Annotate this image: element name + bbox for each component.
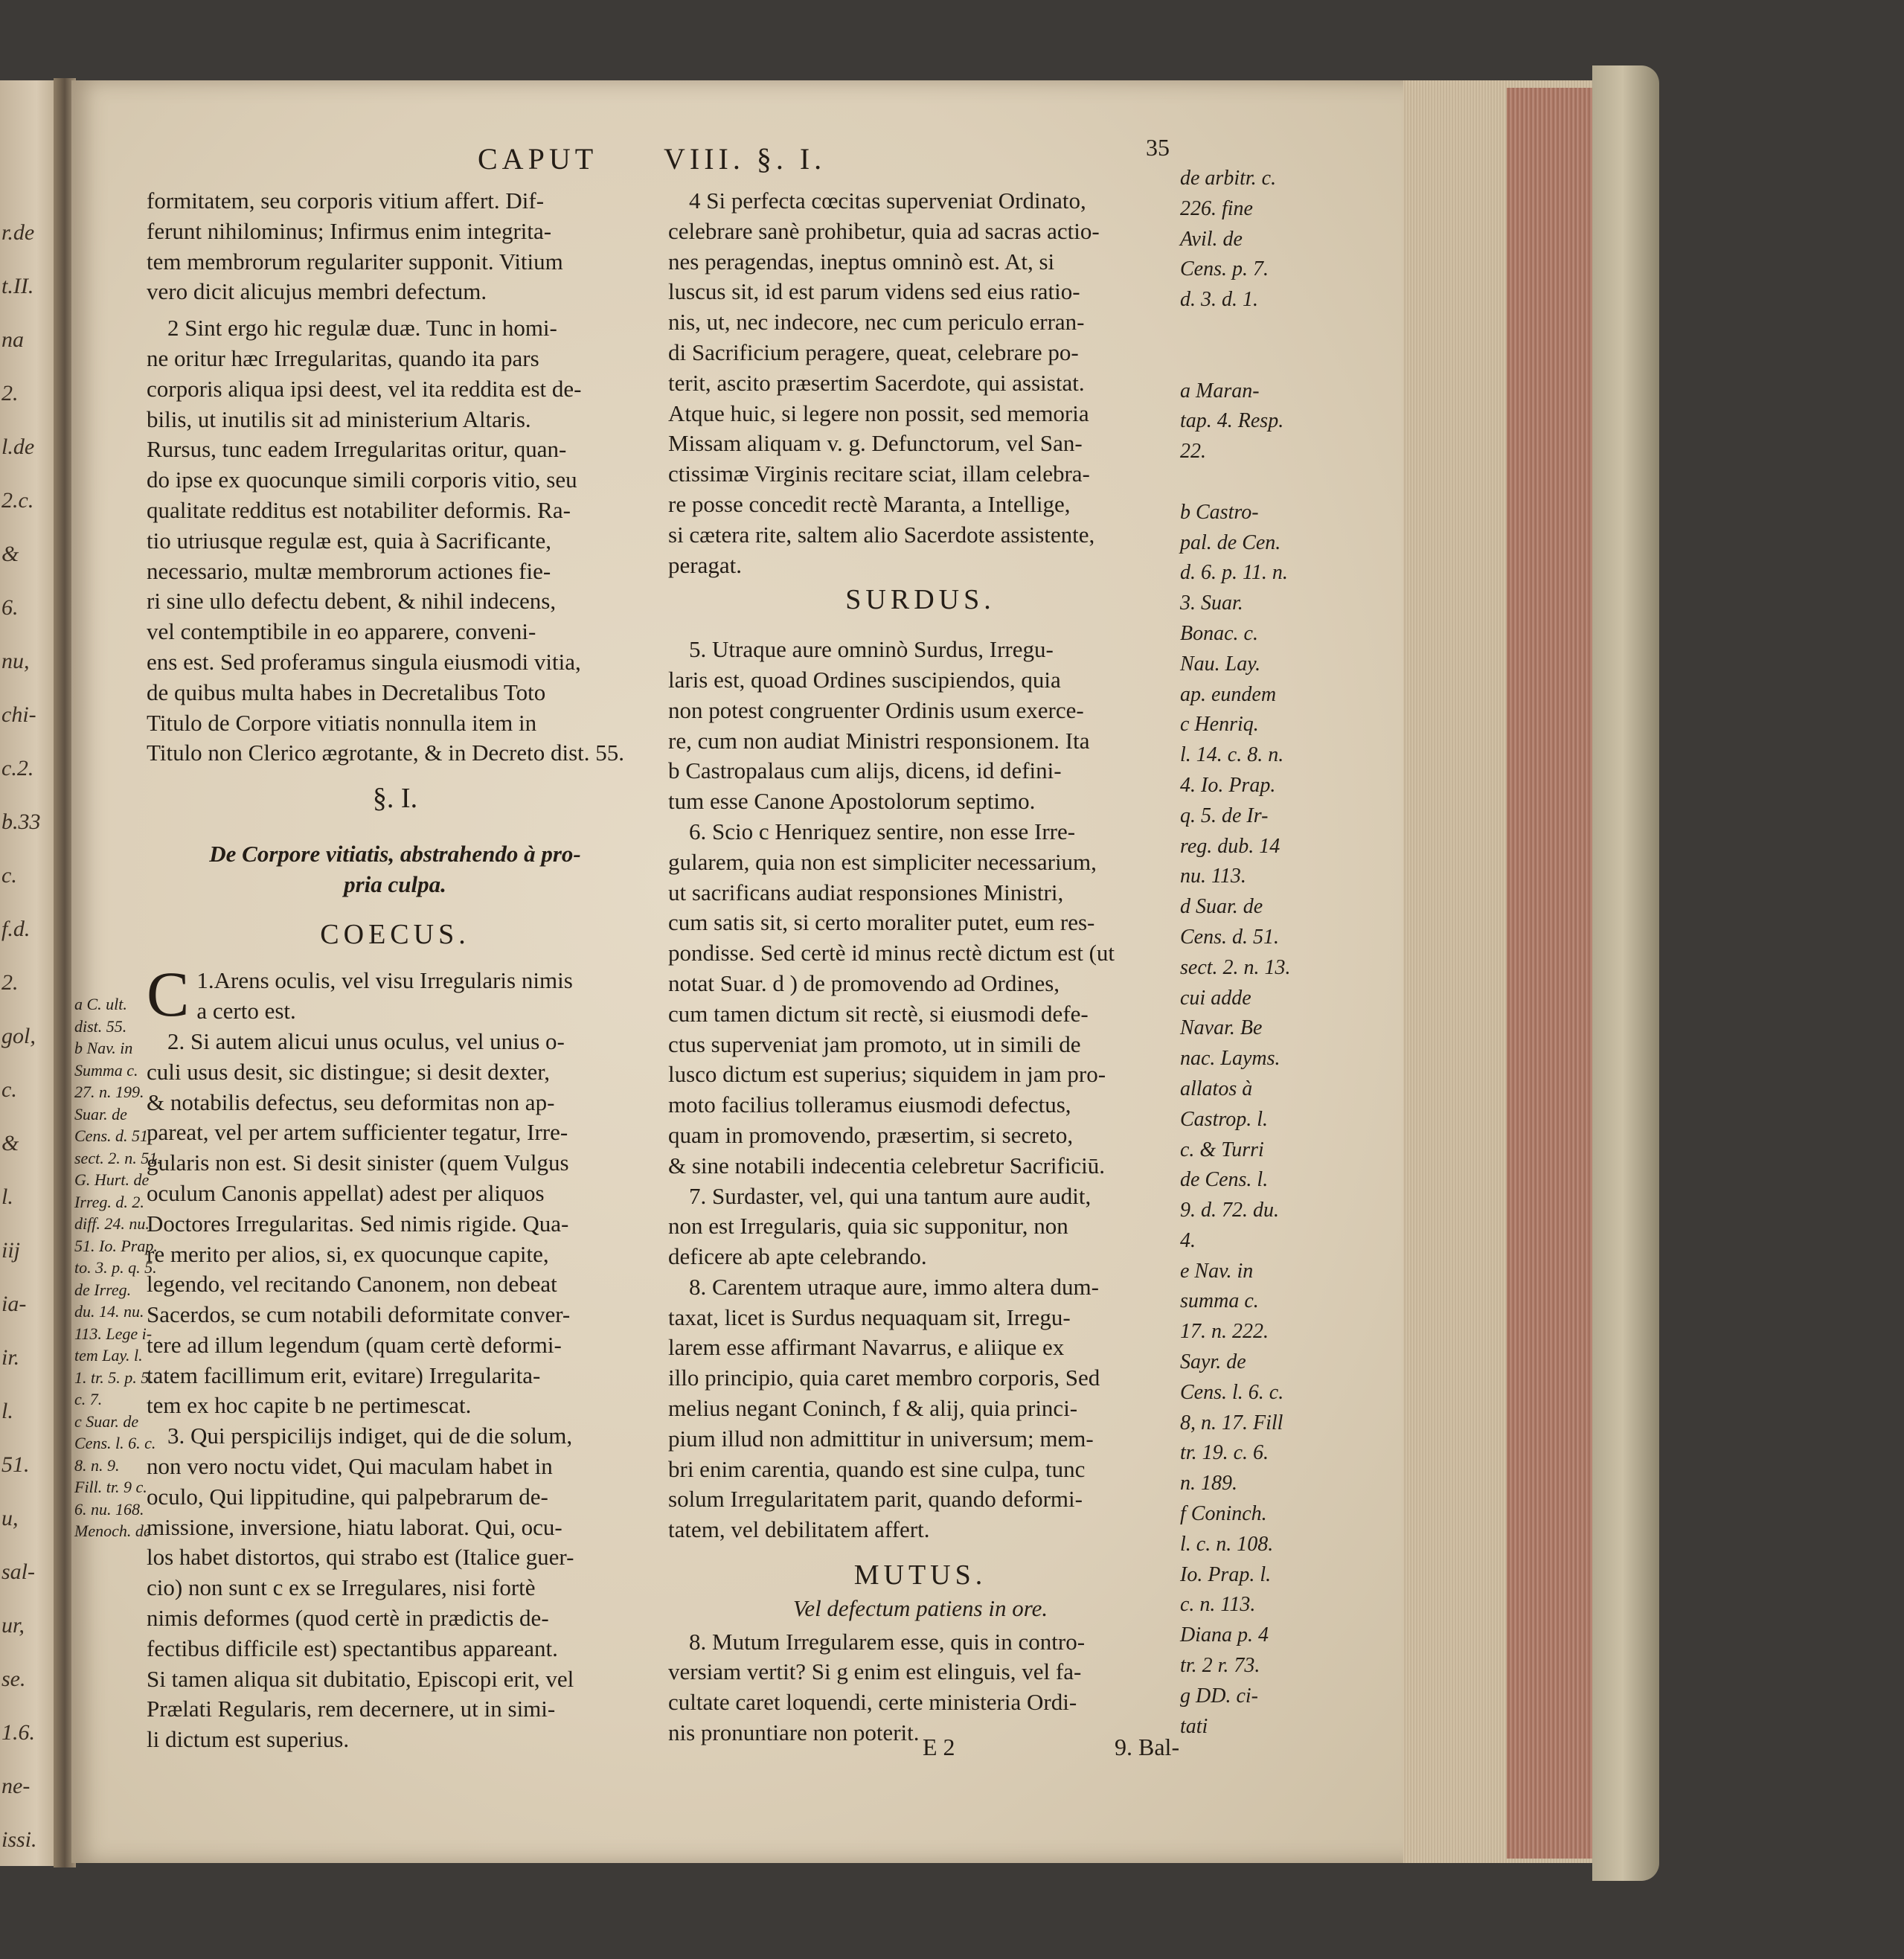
margin-note-line: n. 189. xyxy=(1180,1472,1237,1495)
facing-page-fragment-text: ne- xyxy=(1,1774,31,1798)
text-line: illo principio, quia caret membro corporis, Sed xyxy=(668,1365,1100,1391)
facing-page-fragment-text: 2. xyxy=(1,381,19,405)
text-line: 2. Si autem alicui unus oculus, vel unius o- xyxy=(167,1027,565,1054)
facing-page-fragment xyxy=(0,80,61,1866)
page-number: 35 xyxy=(1146,134,1170,161)
text-line: pondisse. Sed certè id minus rectè dictum est (ut xyxy=(668,940,1115,966)
facing-page-fragment-text: f.d. xyxy=(1,917,31,941)
text-line: larem esse affirmant Navarrus, e aliique ex xyxy=(668,1334,1065,1361)
text-line: nimis deformes (quod certè in prædictis de- xyxy=(147,1605,549,1632)
text-line: oculo, Qui lippitudine, qui palpebrarum de- xyxy=(147,1483,548,1510)
margin-note-line: c. 7. xyxy=(74,1390,103,1408)
margin-note-line: nac. Layms. xyxy=(1180,1047,1280,1071)
margin-note-line: Fill. tr. 9 c. xyxy=(74,1478,147,1496)
running-head-caput: CAPUT xyxy=(478,142,598,176)
text-line: taxat, licet is Surdus nequaquam sit, Irregu- xyxy=(668,1304,1071,1330)
facing-page-fragment-text: 1.6. xyxy=(1,1720,35,1745)
text-line: ens est. Sed proferamus singula eiusmodi vitia, xyxy=(147,648,581,675)
facing-page-fragment-text: & xyxy=(1,542,19,566)
text-line: tere ad illum legendum (quam certè deformi- xyxy=(147,1331,562,1358)
outer-margin-notes xyxy=(1180,164,1291,1742)
margin-note-line: dist. 55. xyxy=(74,1016,127,1036)
margin-note-line: 1. tr. 5. p. 5. xyxy=(74,1368,153,1387)
text-line: ne oritur hæc Irregularitas, quando ita pars xyxy=(147,344,539,371)
text-line: Missam aliquam v. g. Defunctorum, vel San- xyxy=(668,430,1083,457)
text-line: culi usus desit, sic distingue; si desit dexter, xyxy=(147,1058,551,1085)
text-line: gularem, quia non est simpliciter necessarium, xyxy=(668,848,1097,875)
text-line: bilis, ut inutilis sit ad ministerium Altaris. xyxy=(147,405,531,432)
text-line: a certo est. xyxy=(196,998,296,1025)
left-text-column xyxy=(147,186,644,1755)
margin-note-line: 4. xyxy=(1180,1228,1196,1252)
text-line: tatem, vel debilitatem affert. xyxy=(668,1516,930,1543)
text-line: pareat, vel per artem sufficienter tegatur, Irre- xyxy=(147,1119,568,1146)
margin-note-line: d Suar. de xyxy=(1180,895,1263,919)
margin-note-line: Suar. de xyxy=(74,1104,127,1123)
text-line: re posse concedit rectè Maranta, a Intellige, xyxy=(668,490,1071,517)
text-line: ut sacrificans audiat responsiones Ministri, xyxy=(668,879,1064,905)
margin-note-line: tap. 4. Resp. xyxy=(1180,409,1284,433)
facing-page-fragment-text: na xyxy=(1,327,24,352)
margin-note-line xyxy=(1180,315,1291,346)
paragraph-2-coecus xyxy=(147,1027,644,1421)
text-line: missione, inversione, hiatu laborat. Qui, ocu- xyxy=(147,1513,562,1540)
text-line: nes peragendas, ineptus omninò est. At, si xyxy=(668,248,1055,275)
facing-page-fragment-text: l.de xyxy=(1,435,35,459)
text-line: solum Irregularitatem parit, quando deformi- xyxy=(668,1486,1083,1513)
margin-note-line: tr. 2 r. 73. xyxy=(1180,1654,1260,1678)
facing-page-fragment-text: iij xyxy=(1,1238,21,1263)
text-line: 8. Carentem utraque aure, immo altera dum- xyxy=(689,1273,1099,1300)
margin-note-line: sect. 2. n. 51. xyxy=(74,1148,161,1167)
text-line: gularis non est. Si desit sinister (quem Vulgus xyxy=(147,1150,569,1176)
paragraph-2 xyxy=(147,313,644,769)
margin-note-line: 27. n. 199. xyxy=(74,1083,144,1101)
text-line: ctissimæ Virginis recitare sciat, illam celebra- xyxy=(668,461,1090,487)
text-line: cum satis sit, si certo moraliter putet, eum res- xyxy=(668,909,1095,936)
text-line: si cætera rite, saltem alio Sacerdote assistente, xyxy=(668,521,1095,548)
text-line: nis pronuntiare non poterit. xyxy=(668,1719,920,1746)
text-line: tio utriusque regulæ est, quia à Sacrificante, xyxy=(147,527,552,554)
margin-note-line: c Henriq. xyxy=(1180,713,1259,737)
facing-page-fragment-text: & xyxy=(1,1131,19,1155)
facing-page-fragment-text: b.33 xyxy=(1,809,41,834)
inner-margin-notes xyxy=(74,993,161,1542)
margin-note-line: Irreg. d. 2. xyxy=(74,1192,144,1211)
paragraph-3-coecus xyxy=(147,1421,644,1755)
text-line: vero dicit alicujus membri defectum. xyxy=(147,278,487,305)
paragraph-6 xyxy=(668,817,1173,1182)
margin-note-line: de arbitr. c. xyxy=(1180,167,1277,190)
text-line: tatem facillimum erit, evitare) Irregularita- xyxy=(147,1362,541,1388)
facing-page-fragment-text: ur, xyxy=(1,1613,25,1638)
text-line: & sine notabili indecentia celebretur Sacrificiū. xyxy=(668,1152,1106,1179)
text-line: nis, ut, nec indecore, nec cum periculo erran- xyxy=(668,309,1085,336)
margin-note-line: d. 3. d. 1. xyxy=(1180,288,1258,312)
facing-page-fragment-text: r.de xyxy=(1,220,35,245)
text-line: qualitate redditus est notabiliter deformis. Ra- xyxy=(147,496,571,523)
margin-note-line: diff. 24. nu. xyxy=(74,1214,150,1233)
text-line: deficere ab apte celebrando. xyxy=(668,1243,927,1270)
text-line: Sacerdos, se cum notabili deformitate conver- xyxy=(147,1301,571,1328)
text-line: cio) non sunt c ex se Irregulares, nisi fortè xyxy=(147,1574,536,1601)
text-line: pium illud non admittitur in universum; mem- xyxy=(668,1425,1094,1452)
signature-mark: E 2 xyxy=(923,1734,955,1760)
facing-page-fragment-text: ir. xyxy=(1,1345,20,1370)
margin-note-line xyxy=(1180,346,1291,376)
text-line: celebrare sanè prohibetur, quia ad sacras actio- xyxy=(668,217,1100,244)
text-line: Arens oculis, vel visu Irregularis nimis xyxy=(214,967,573,994)
text-line: 5. Utraque aure omninò Surdus, Irregu- xyxy=(689,636,1054,663)
margin-note-line: 8, n. 17. Fill xyxy=(1180,1411,1283,1434)
margin-note-line: pal. de Cen. xyxy=(1180,530,1281,554)
margin-note-line: Nau. Lay. xyxy=(1180,652,1261,676)
margin-note-line: Sayr. de xyxy=(1180,1350,1246,1374)
text-line: quam in promovendo, præsertim, si secreto, xyxy=(668,1121,1074,1148)
margin-note-line: c. & Turri xyxy=(1180,1138,1264,1161)
facing-page-fragment-text: 6. xyxy=(1,595,19,620)
facing-page-fragment-text: u, xyxy=(1,1506,19,1530)
margin-note-line: 9. d. 72. du. xyxy=(1180,1199,1279,1222)
text-line: tem ex hoc capite b ne pertimescat. xyxy=(147,1392,472,1419)
section-mark: §. I. xyxy=(372,783,418,815)
margin-note-line: a C. ult. xyxy=(74,995,127,1013)
text-line: ctus superveniat jam promoto, ut in simili de xyxy=(668,1030,1081,1057)
text-line: Titulo non Clerico ægrotante, & in Decreto dist. 55. xyxy=(147,740,625,766)
margin-note-line: tem Lay. l. xyxy=(74,1346,143,1365)
margin-note-line: Cens. l. 6. c. xyxy=(74,1434,156,1452)
margin-note-line: Cens. d. 51. xyxy=(74,1126,153,1145)
margin-note-line: tati xyxy=(1180,1714,1208,1738)
text-line: li dictum est superius. xyxy=(147,1726,350,1753)
margin-note-line: c. n. 113. xyxy=(1180,1593,1256,1617)
text-line: Si tamen aliqua sit dubitatio, Episcopi erit, vel xyxy=(147,1665,574,1692)
facing-page-fragment-text: ia- xyxy=(1,1292,27,1316)
text-line: do ipse ex quocunque simili corporis vitio, seu xyxy=(147,466,577,493)
margin-note-line: 22. xyxy=(1180,440,1206,464)
text-line: laris est, quoad Ordines suscipiendos, quia xyxy=(668,666,1061,693)
text-line: cultate caret loquendi, certe ministeria Ordi- xyxy=(668,1689,1077,1716)
paragraph-8 xyxy=(668,1272,1173,1545)
facing-page-fragment-text: nu, xyxy=(1,649,30,673)
margin-note-line: l. c. n. 108. xyxy=(1180,1532,1274,1556)
margin-note-line: e Nav. in xyxy=(1180,1259,1254,1283)
margin-note-line: Cens. p. 7. xyxy=(1180,257,1269,281)
margin-note-line: 17. n. 222. xyxy=(1180,1320,1269,1344)
facing-page-fragment-text: se. xyxy=(1,1667,26,1691)
margin-note-line: allatos à xyxy=(1180,1077,1253,1100)
facing-page-fragment-text: c.2. xyxy=(1,756,34,780)
paragraph-number: 1. xyxy=(196,967,214,994)
text-line: ri sine ullo defectu debent, & nihil indecens, xyxy=(147,588,557,615)
margin-note-line: to. 3. p. q. 5. xyxy=(74,1258,157,1277)
text-line: legendo, vel recitando Canonem, non debeat xyxy=(147,1271,557,1298)
margin-note-line: 226. fine xyxy=(1180,196,1253,220)
text-line: non est Irregularis, quia sic supponitur, non xyxy=(668,1213,1068,1240)
text-line: non potest congruenter Ordinis usum exerce- xyxy=(668,696,1084,723)
margin-note-line: g DD. ci- xyxy=(1180,1684,1258,1708)
text-line: fectibus difficile est) spectantibus appareant. xyxy=(147,1635,558,1661)
red-page-edges xyxy=(1507,88,1596,1859)
text-line: b Castropalaus cum alijs, dicens, id defini- xyxy=(668,757,1062,784)
facing-page-fragment-text: 51. xyxy=(1,1452,30,1477)
catchword: 9. Bal- xyxy=(1115,1734,1180,1760)
margin-note-line: f Coninch. xyxy=(1180,1502,1267,1526)
text-line: 8. Mutum Irregularem esse, quis in contro- xyxy=(689,1628,1086,1655)
text-line: vel contemptibile in eo apparere, conveni- xyxy=(147,618,536,645)
running-head-chapter: VIII. §. I. xyxy=(664,142,827,176)
text-line: luscus sit, id est parum videns sed eius ratio- xyxy=(668,278,1080,305)
text-line: cum tamen dictum sit rectè, si eiusmodi defe- xyxy=(668,1000,1089,1027)
margin-note-line: 3. Suar. xyxy=(1180,591,1243,615)
margin-note-line: Avil. de xyxy=(1180,227,1243,251)
text-line: versiam vertit? Si g enim est elinguis, vel fa- xyxy=(668,1658,1082,1685)
margin-note-line: Castrop. l. xyxy=(1180,1107,1268,1131)
facing-page-fragment-text: issi. xyxy=(1,1827,37,1852)
margin-note-line: Navar. Be xyxy=(1180,1016,1263,1040)
text-line: peragat. xyxy=(668,551,742,578)
text-line: bri enim carentia, quando est sine culpa, tunc xyxy=(668,1455,1086,1482)
facing-page-fragment-text: sal- xyxy=(1,1559,35,1584)
facing-page-fragment-text: c. xyxy=(1,863,17,888)
margin-note-line: 113. Lege i- xyxy=(74,1324,153,1343)
text-line: 4 Si perfecta cœcitas superveniat Ordinato, xyxy=(689,187,1086,214)
text-line: re, cum non audiat Ministri responsionem. Ita xyxy=(668,727,1090,754)
text-line: Doctores Irregularitas. Sed nimis rigide. Qua- xyxy=(147,1210,569,1237)
margin-note-line: q. 5. de Ir- xyxy=(1180,804,1269,827)
mutus-subtitle: Vel defectum patiens in ore. xyxy=(792,1594,1048,1621)
text-line: notat Suar. d ) de promovendo ad Ordines, xyxy=(668,969,1060,996)
text-line: tem membrorum regulariter supponit. Vitium xyxy=(147,248,563,275)
text-line: re merito per alios, si, ex quocunque capite, xyxy=(147,1240,549,1267)
margin-note-line: 4. Io. Prap. xyxy=(1180,773,1276,797)
margin-note-line: du. 14. nu. xyxy=(74,1302,144,1321)
text-line: & notabilis defectus, seu deformitas non ap- xyxy=(147,1088,555,1115)
text-line: necessario, multæ membrorum actiones fie- xyxy=(147,557,551,584)
margin-note-line: 6. nu. 168. xyxy=(74,1499,144,1519)
facing-page-fragment-text: chi- xyxy=(1,702,36,727)
book-cover-edge xyxy=(1592,65,1659,1881)
margin-note-line: cui adde xyxy=(1180,986,1251,1010)
text-line: los habet distortos, qui strabo est (Italice guer- xyxy=(147,1544,574,1571)
text-line: di Sacrificium peragere, queat, celebrare po- xyxy=(668,339,1079,365)
paragraph-5 xyxy=(668,635,1173,817)
text-line: lusco dictum est superius; siquidem in jam pro- xyxy=(668,1061,1106,1088)
margin-note-line: c Suar. de xyxy=(74,1411,139,1431)
text-line: 6. Scio c Henriquez sentire, non esse Irre- xyxy=(689,818,1076,844)
margin-note-line: l. 14. c. 8. n. xyxy=(1180,743,1284,767)
section-subtitle-line-1: De Corpore vitiatis, abstrahendo à pro- xyxy=(209,840,581,867)
paragraph-4 xyxy=(668,186,1173,580)
text-line: 7. Surdaster, vel, qui una tantum aure audit, xyxy=(689,1182,1092,1209)
text-line: corporis aliqua ipsi deest, vel ita reddita est de- xyxy=(147,375,582,402)
margin-note-line: Bonac. c. xyxy=(1180,621,1258,645)
margin-note-line: summa c. xyxy=(1180,1289,1259,1313)
facing-page-fragment-text: t.II. xyxy=(1,274,34,298)
margin-note-line: de Irreg. xyxy=(74,1280,132,1299)
margin-note-line xyxy=(1180,467,1291,498)
text-line: formitatem, seu corporis vitium affert. Dif- xyxy=(147,187,545,214)
margin-note-line: Diana p. 4 xyxy=(1180,1623,1269,1647)
text-line: non vero noctu videt, Qui maculam habet in xyxy=(147,1453,553,1480)
margin-note-line: Io. Prap. l. xyxy=(1180,1562,1272,1586)
heading-coecus: COECUS. xyxy=(320,918,470,950)
text-line: 2 Sint ergo hic regulæ duæ. Tunc in homi- xyxy=(167,315,557,342)
text-line: Rursus, tunc eadem Irregularitas oritur, quan- xyxy=(147,436,567,463)
margin-note-line: Menoch. de xyxy=(74,1522,151,1540)
margin-note-line: tr. 19. c. 6. xyxy=(1180,1441,1269,1465)
margin-note-line: d. 6. p. 11. n. xyxy=(1180,561,1288,585)
text-line: melius negant Coninch, f & alij, quia princi- xyxy=(668,1395,1078,1422)
margin-note-line: Cens. l. 6. c. xyxy=(1180,1380,1284,1404)
margin-note-line: de Cens. l. xyxy=(1180,1168,1269,1192)
right-text-column xyxy=(668,186,1173,1748)
text-line: Titulo de Corpore vitiatis nonnulla item in xyxy=(147,709,537,736)
margin-note-line: 51. Io. Prap. xyxy=(74,1236,158,1255)
text-line: Atque huic, si legere non possit, sed memoria xyxy=(668,400,1089,426)
paragraph-continuation xyxy=(147,186,644,307)
text-line: Prælati Regularis, rem decernere, ut in simi- xyxy=(147,1696,556,1722)
facing-page-fragment-text: c. xyxy=(1,1077,17,1102)
margin-note-line: a Maran- xyxy=(1180,379,1260,403)
margin-note-line: 8. n. 9. xyxy=(74,1455,120,1475)
margin-note-line: ap. eundem xyxy=(1180,682,1277,706)
section-subtitle-line-2: pria culpa. xyxy=(344,871,446,897)
facing-page-fragment-text: gol, xyxy=(1,1024,36,1048)
text-line: 3. Qui perspicilijs indiget, qui de die solum, xyxy=(167,1423,573,1449)
drop-capital: C xyxy=(147,958,190,1030)
text-line: terit, ascito præsertim Sacerdote, qui assistat. xyxy=(668,369,1085,396)
facing-page-fragment-text: l. xyxy=(1,1184,13,1209)
paragraph-7 xyxy=(668,1182,1173,1272)
text-line: oculum Canonis appellat) adest per aliquos xyxy=(147,1179,545,1206)
margin-note-line: nu. 113. xyxy=(1180,865,1246,888)
margin-note-line: Summa c. xyxy=(74,1060,138,1080)
text-line: moto facilius tolleramus eiusmodi defectus, xyxy=(668,1091,1071,1118)
text-line: de quibus multa habes in Decretalibus Toto xyxy=(147,679,546,705)
margin-note-line: b Nav. in xyxy=(74,1039,133,1057)
margin-note-line: b Castro- xyxy=(1180,500,1259,524)
facing-page-fragment-text: 2.c. xyxy=(1,488,34,513)
paragraph-1-coecus xyxy=(147,958,644,1030)
margin-note-line: Cens. d. 51. xyxy=(1180,925,1279,949)
text-line: ferunt nihilominus; Infirmus enim integrita- xyxy=(147,217,552,244)
facing-page-fragment-text: 2. xyxy=(1,970,19,995)
heading-surdus: SURDUS. xyxy=(845,584,996,616)
paragraph-8b xyxy=(668,1627,1173,1748)
facing-page-fragment-text: l. xyxy=(1,1399,13,1423)
text-line: tum esse Canone Apostolorum septimo. xyxy=(668,788,1036,815)
margin-note-line: reg. dub. 14 xyxy=(1180,834,1280,858)
margin-note-line: G. Hurt. de xyxy=(74,1170,150,1189)
heading-mutus: MUTUS. xyxy=(853,1559,987,1591)
margin-note-line: sect. 2. n. 13. xyxy=(1180,955,1291,979)
